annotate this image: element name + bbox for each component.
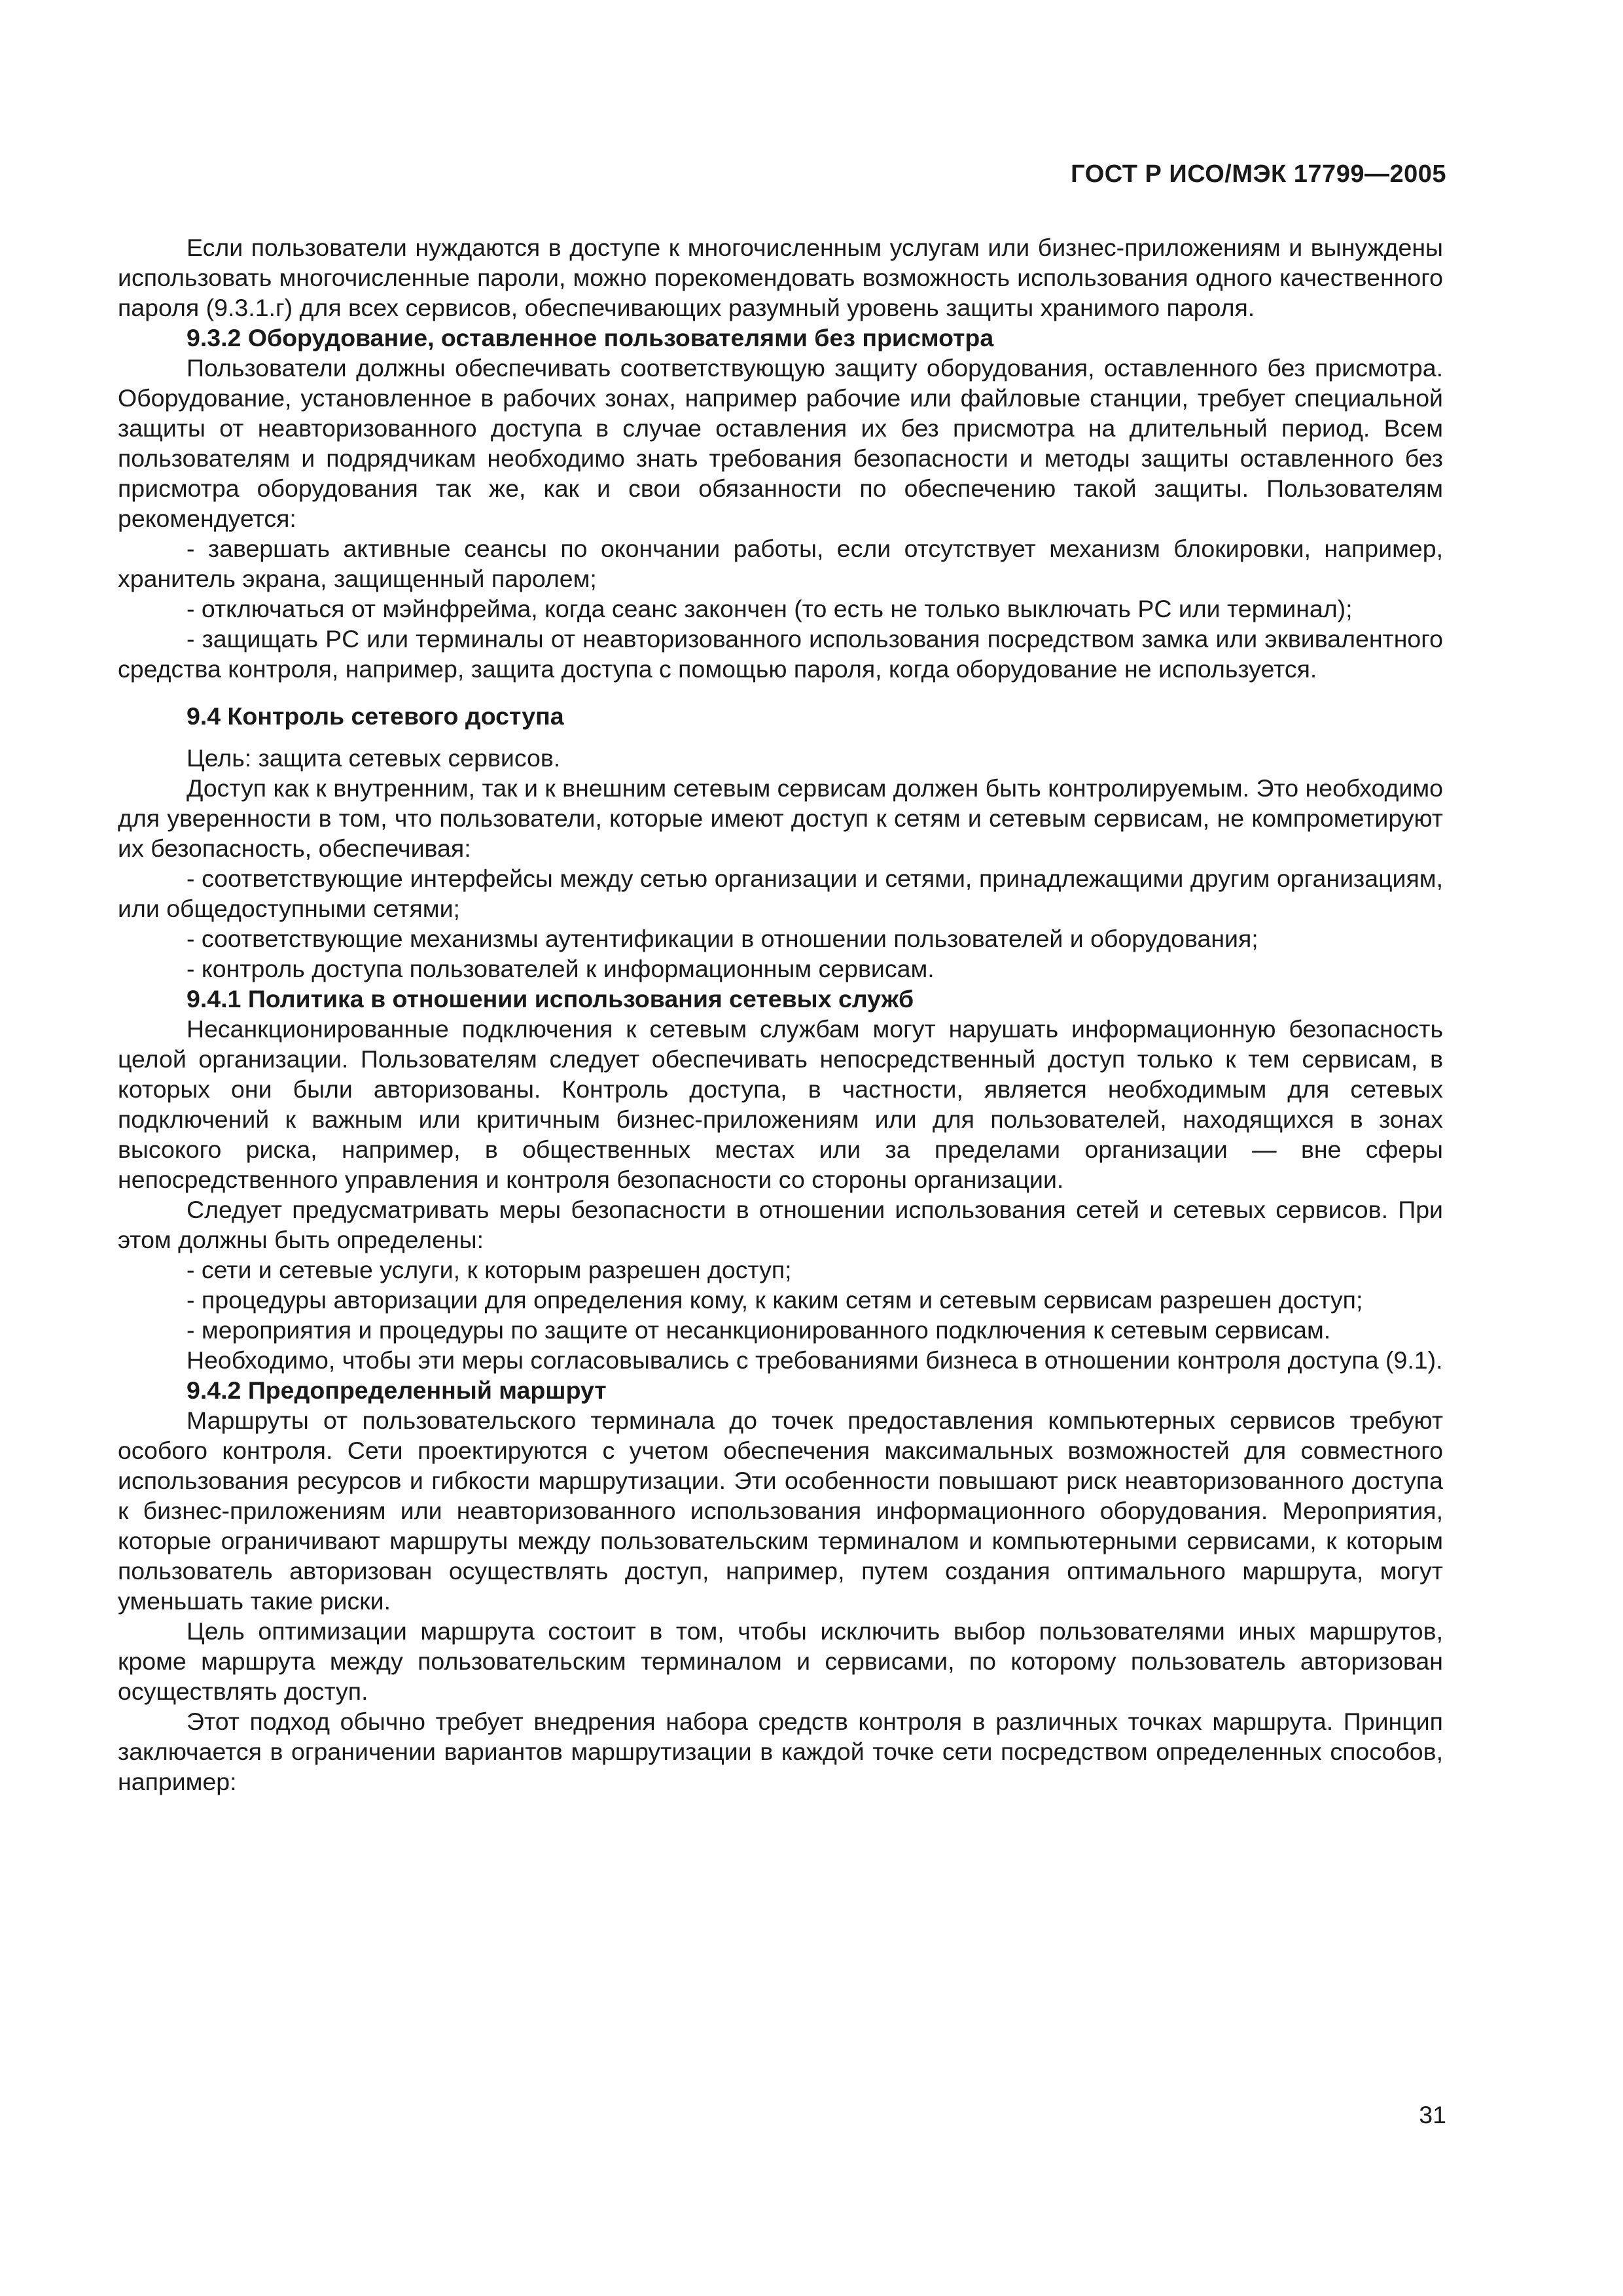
list-item: - отключаться от мэйнфрейма, когда сеанс закончен (то есть не только выключать PC или терминал); [187,595,1353,622]
list-item: - защищать PC или терминалы от неавторизованного использования посредством замка или эквивалентного средства контроля, например, защита доступа с помощью пароля, когда оборудование не используется. [118,625,1443,683]
paragraph: Пользователи должны обеспечивать соответствующую защиту оборудования, оставленного без присмотра. Оборудование, установленное в рабочих зонах, например рабочие или файловые станции, требует специальной защиты от неавторизованного доступа в случае оставления их без присмотра на длительный период. Всем пользователям и подрядчикам необходимо знать требования безопасности и методы защиты оставленного без присмотра оборудования так же, как и свои обязанности по обеспечению такой защиты. Пользователям рекомендуется: [118,354,1443,532]
paragraph: Цель: защита сетевых сервисов. [187,744,561,772]
paragraph: Цель оптимизации маршрута состоит в том, чтобы исключить выбор пользователями иных маршрутов, кроме маршрута между пользовательским терминалом и сервисами, по которому пользователь авторизован осуществлять доступ. [118,1617,1443,1705]
document-code-header: ГОСТ Р ИСО/МЭК 17799—2005 [1071,160,1446,188]
paragraph: Если пользователи нуждаются в доступе к многочисленным услугам или бизнес-приложениям и вынуждены использовать многочисленные пароли, можно порекомендовать возможность использования одного качественного пароля (9.3.1.г) для всех сервисов, обеспечивающих разумный уровень защиты хранимого пароля. [118,234,1443,321]
paragraph: Необходимо, чтобы эти меры согласовывались с требованиями бизнеса в отношении контроля доступа (9.1). [187,1346,1443,1374]
list-item: - соответствующие механизмы аутентификации в отношении пользователей и оборудования; [187,925,1258,952]
list-item: - мероприятия и процедуры по защите от несанкционированного подключения к сетевым сервисам. [187,1316,1331,1344]
section-heading-9-4-1: 9.4.1 Политика в отношении использования сетевых служб [187,985,914,1013]
document-body [118,232,1443,1797]
paragraph: Доступ как к внутренним, так и к внешним сетевым сервисам должен быть контролируемым. Это необходимо для уверенности в том, что пользователи, которые имеют доступ к сетям и сетевым сервисам, не компрометируют их безопасность, обеспечивая: [118,774,1443,862]
paragraph: Следует предусматривать меры безопасности в отношении использования сетей и сетевых сервисов. При этом должны быть определены: [118,1196,1443,1253]
list-item: - контроль доступа пользователей к информационным сервисам. [187,955,935,982]
list-item: - процедуры авторизации для определения кому, к каким сетям и сетевым сервисам разрешен доступ; [187,1286,1363,1314]
list-item: - завершать активные сеансы по окончании работы, если отсутствует механизм блокировки, например, хранитель экрана, защищенный паролем; [118,535,1443,592]
list-item: - соответствующие интерфейсы между сетью организации и сетями, принадлежащими другим организациям, или общедоступными сетями; [118,865,1443,922]
paragraph: Несанкционированные подключения к сетевым службам могут нарушать информационную безопасность целой организации. Пользователям следует обеспечивать непосредственный доступ только к тем сервисам, в которых они были авторизованы. Контроль доступа, в частности, является необходимым для сетевых подключений к важным или критичным бизнес-приложениям или для пользователей, находящихся в зонах высокого риска, например, в общественных местах или за пределами организации — вне сферы непосредственного управления и контроля безопасности со стороны организации. [118,1015,1443,1193]
list-item: - сети и сетевые услуги, к которым разрешен доступ; [187,1256,792,1283]
paragraph: Маршруты от пользовательского терминала до точек предоставления компьютерных сервисов требуют особого контроля. Сети проектируются с учетом обеспечения максимальных возможностей для совместного использования ресурсов и гибкости маршрутизации. Эти особенности повышают риск неавторизованного доступа к бизнес-приложениям или неавторизованного использования информационного оборудования. Мероприятия, которые ограничивают маршруты между пользовательским терминалом и компьютерными сервисами, к которым пользователь авторизован осуществлять доступ, например, путем создания оптимального маршрута, могут уменьшать такие риски. [118,1407,1443,1615]
section-heading-9-3-2: 9.3.2 Оборудование, оставленное пользователями без присмотра [187,324,994,351]
page-number: 31 [1419,2101,1446,2128]
section-heading-9-4-2: 9.4.2 Предопределенный маршрут [187,1376,607,1404]
paragraph: Этот подход обычно требует внедрения набора средств контроля в различных точках маршрута. Принцип заключается в ограничении вариантов маршрутизации в каждой точке сети посредством определенных способов, например: [118,1708,1443,1795]
section-heading-9-4: 9.4 Контроль сетевого доступа [187,702,564,730]
